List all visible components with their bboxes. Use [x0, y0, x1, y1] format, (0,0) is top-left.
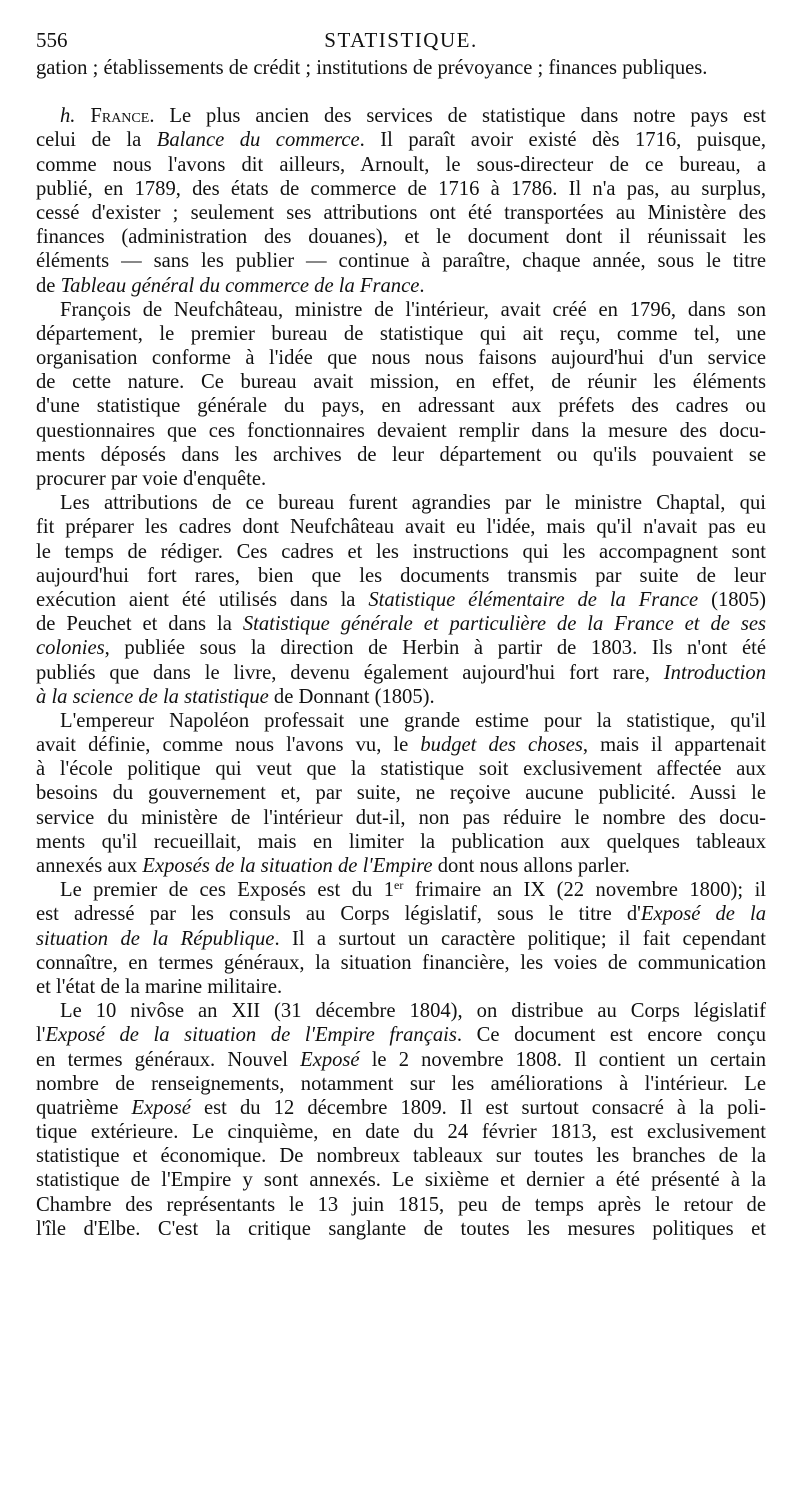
superscript-text: er: [394, 878, 404, 893]
body-text: [36, 56, 766, 1241]
text-line: [36, 781, 766, 805]
text-segment: François de Neufchâteau, ministre de l'intérieur, avait créé en 1796, dans son: [60, 298, 766, 321]
text-line: [36, 612, 766, 636]
text-segment: connaître, en termes généraux, la situation financière, les voies de communication: [36, 951, 766, 974]
text-line: [36, 177, 766, 201]
text-segment: ments qu'il recueillait, mais en limiter la publication aux quelques tableaux: [36, 830, 766, 853]
italic-text: budget des choses: [420, 734, 583, 757]
text-line: [36, 927, 766, 951]
text-segment: organisation conforme à l'idée que nous nous faisons aujourd'hui d'un service: [36, 347, 766, 370]
italic-text: Exposé: [131, 1096, 191, 1119]
text-segment: fit préparer les cadres dont Neufchâteau avait eu l'idée, mais qu'il n'avait pas eu: [36, 516, 766, 539]
text-segment: comme nous l'avons dit ailleurs, Arnoult, le sous-directeur de ce bureau, a: [36, 153, 766, 176]
text-segment: de: [36, 274, 61, 297]
italic-text: Exposé de la situation de l'Empire français: [45, 1024, 457, 1047]
text-segment: exécution aient été utilisés dans la: [36, 588, 369, 611]
italic-text: colonies: [36, 637, 105, 660]
text-segment: (1805): [698, 588, 766, 611]
text-segment: département, le premier bureau de statistique qui ait reçu, comme tel, une: [36, 322, 766, 345]
text-line: [36, 1144, 766, 1168]
text-segment: procurer par voie d'enquête.: [36, 468, 267, 490]
text-segment: quatrième: [36, 1096, 132, 1119]
italic-text: à la science de la statistique: [36, 685, 269, 708]
text-segment: est du 12 décembre 1809. Il est surtout consacré à la poli-: [190, 1096, 766, 1119]
text-segment: éléments — sans les publier — continue à paraître, chaque année, sous le titre: [36, 250, 766, 273]
text-segment: L'empereur Napoléon professait une grande estime pour la statistique, qu'il: [60, 709, 766, 732]
text-line: [36, 878, 766, 902]
text-line: [36, 394, 766, 418]
text-segment: avait définie, comme nous l'avons vu, le: [36, 734, 421, 757]
italic-text: Balance du commerce: [156, 129, 360, 152]
text-segment: de cette nature. Ce bureau avait mission, en effet, de réunir les éléments: [36, 371, 766, 394]
text-line: [36, 830, 766, 854]
text-line: [36, 249, 766, 273]
text-segment: besoins du gouvernement et, par suite, ne reçoive aucune publicité. Aussi le: [36, 782, 766, 805]
text-line: [36, 322, 766, 346]
italic-text: Exposé: [300, 1048, 360, 1071]
text-segment: de Donnant (1805).: [268, 685, 435, 708]
text-segment: finances (administration des douanes), et le document dont il réunissait les: [36, 226, 766, 249]
text-segment: gation ; établissements de crédit ; institutions de prévoyance ; finances publiques.: [36, 57, 708, 79]
text-line: [36, 515, 766, 539]
text-segment: , publiée sous la direction de Herbin à partir de 1803. Ils n'ont été: [104, 637, 766, 660]
italic-text: Introduction: [663, 661, 766, 684]
text-line: [36, 201, 766, 225]
text-segment: à l'école politique qui veut que la statistique soit exclusivement affectée aux: [36, 758, 766, 781]
text-segment: Le 10 nivôse an XII (31 décembre 1804), on distribue au Corps législatif: [60, 1000, 766, 1023]
text-segment: . Il paraît avoir existé dès 1716, puisque,: [359, 129, 766, 152]
text-segment: frimaire an IX (22 novembre 1800); il: [403, 879, 766, 902]
text-line: [36, 685, 766, 709]
text-line: [36, 1072, 766, 1096]
text-segment: [75, 105, 90, 127]
text-segment: service du ministère de l'intérieur dut-il, non pas réduire le nombre des docu-: [36, 806, 766, 829]
text-line: [36, 1048, 766, 1072]
text-line: [36, 1168, 766, 1192]
italic-text: Statistique générale et particulière de la France et de ses: [242, 613, 766, 636]
text-line: [36, 346, 766, 370]
text-segment: publié, en 1789, des états de commerce de 1716 à 1786. Il n'a pas, au surplus,: [36, 177, 766, 200]
italic-text: situation de la République: [36, 927, 275, 950]
italic-text: Statistique élémentaire de la France: [368, 588, 699, 611]
italic-text: Exposés de la situation de l'Empire: [142, 855, 433, 877]
text-segment: nombre de renseignements, notamment sur les améliorations à l'intérieur. Le: [36, 1072, 766, 1095]
text-line: [36, 225, 766, 249]
text-segment: , mais il appartenait: [582, 734, 766, 757]
running-title: STATISTIQUE.: [324, 28, 478, 52]
text-segment: questionnaires que ces fonctionnaires devaient remplir dans la mesure des docu-: [36, 419, 766, 442]
text-line: [36, 153, 766, 177]
text-segment: . Ce document est encore conçu: [456, 1024, 766, 1047]
text-line: [36, 999, 766, 1023]
text-line: [36, 540, 766, 564]
text-segment: cessé d'exister ; seulement ses attributions ont été transportées au Ministère des: [36, 201, 766, 224]
text-segment: en termes généraux. Nouvel: [36, 1048, 301, 1071]
text-segment: publiés que dans le livre, devenu également aujourd'hui fort rare,: [36, 661, 664, 684]
text-line: [36, 902, 766, 926]
text-segment: dont nous allons parler.: [432, 855, 630, 877]
text-line: [36, 588, 766, 612]
text-segment: Chambre des représentants le 13 juin 1815, peu de temps après le retour de: [36, 1193, 766, 1216]
text-segment: statistique et économique. De nombreux tableaux sur toutes les branches de la: [36, 1145, 766, 1168]
text-line: [36, 757, 766, 781]
text-segment: l'île d'Elbe. C'est la critique sanglante de toutes les mesures politiques et: [36, 1217, 766, 1240]
text-segment: celui de la: [36, 129, 157, 152]
text-line: [36, 298, 766, 322]
paragraph-gap: [36, 80, 766, 104]
text-line: [36, 104, 766, 128]
text-line: [36, 1217, 766, 1241]
text-line: [36, 733, 766, 757]
text-line: [36, 1096, 766, 1120]
text-line: [36, 709, 766, 733]
text-segment: .: [419, 274, 425, 297]
text-segment: statistique de l'Empire y sont annexés. Le sixième et dernier a été présenté à la: [36, 1169, 766, 1192]
text-line: [36, 419, 766, 443]
text-line: [36, 274, 766, 298]
text-line: [36, 443, 766, 467]
text-line: [36, 1193, 766, 1217]
text-segment: est adressé par les consuls au Corps législatif, sous le titre d': [36, 903, 641, 926]
text-segment: et l'état de la marine militaire.: [36, 975, 283, 998]
text-segment: le 2 novembre 1808. Il contient un certain: [359, 1048, 766, 1071]
text-line: [36, 370, 766, 394]
text-segment: . Il a surtout un caractère politique; il fait cependant: [274, 927, 766, 950]
text-line: [36, 854, 766, 878]
text-line: [36, 128, 766, 152]
small-caps-text: France: [90, 105, 150, 128]
running-head: [36, 28, 766, 56]
text-line: [36, 491, 766, 515]
text-segment: annexés aux: [36, 855, 143, 877]
text-line: [36, 56, 766, 80]
text-segment: Le premier de ces Exposés est du 1: [60, 879, 395, 902]
italic-text: h.: [60, 105, 76, 128]
text-segment: ments déposés dans les archives de leur département ou qu'ils pouvaient se: [36, 443, 766, 466]
text-line: [36, 564, 766, 588]
text-segment: Les attributions de ce bureau furent agrandies par le ministre Chaptal, qui: [60, 492, 766, 515]
text-segment: . Le plus ancien des services de statistique dans notre pays est: [149, 105, 766, 128]
text-line: [36, 1120, 766, 1144]
text-segment: de Peuchet et dans la: [36, 613, 243, 636]
text-line: [36, 636, 766, 660]
page-number: 556: [36, 28, 68, 52]
text-line: [36, 661, 766, 685]
text-line: [36, 951, 766, 975]
text-segment: le temps de rédiger. Ces cadres et les instructions qui les accompagnent sont: [36, 540, 766, 563]
text-line: [36, 467, 766, 491]
text-segment: d'une statistique générale du pays, en adressant aux préfets des cadres ou: [36, 395, 766, 418]
italic-text: Tableau général du commerce de la France: [60, 274, 420, 297]
text-line: [36, 1023, 766, 1047]
text-segment: aujourd'hui fort rares, bien que les documents transmis par suite de leur: [36, 564, 766, 587]
text-segment: l': [36, 1024, 46, 1047]
text-segment: tique extérieure. Le cinquième, en date du 24 février 1813, est exclusivement: [36, 1121, 766, 1144]
text-line: [36, 975, 766, 999]
text-line: [36, 806, 766, 830]
italic-text: Exposé de la: [640, 903, 766, 926]
